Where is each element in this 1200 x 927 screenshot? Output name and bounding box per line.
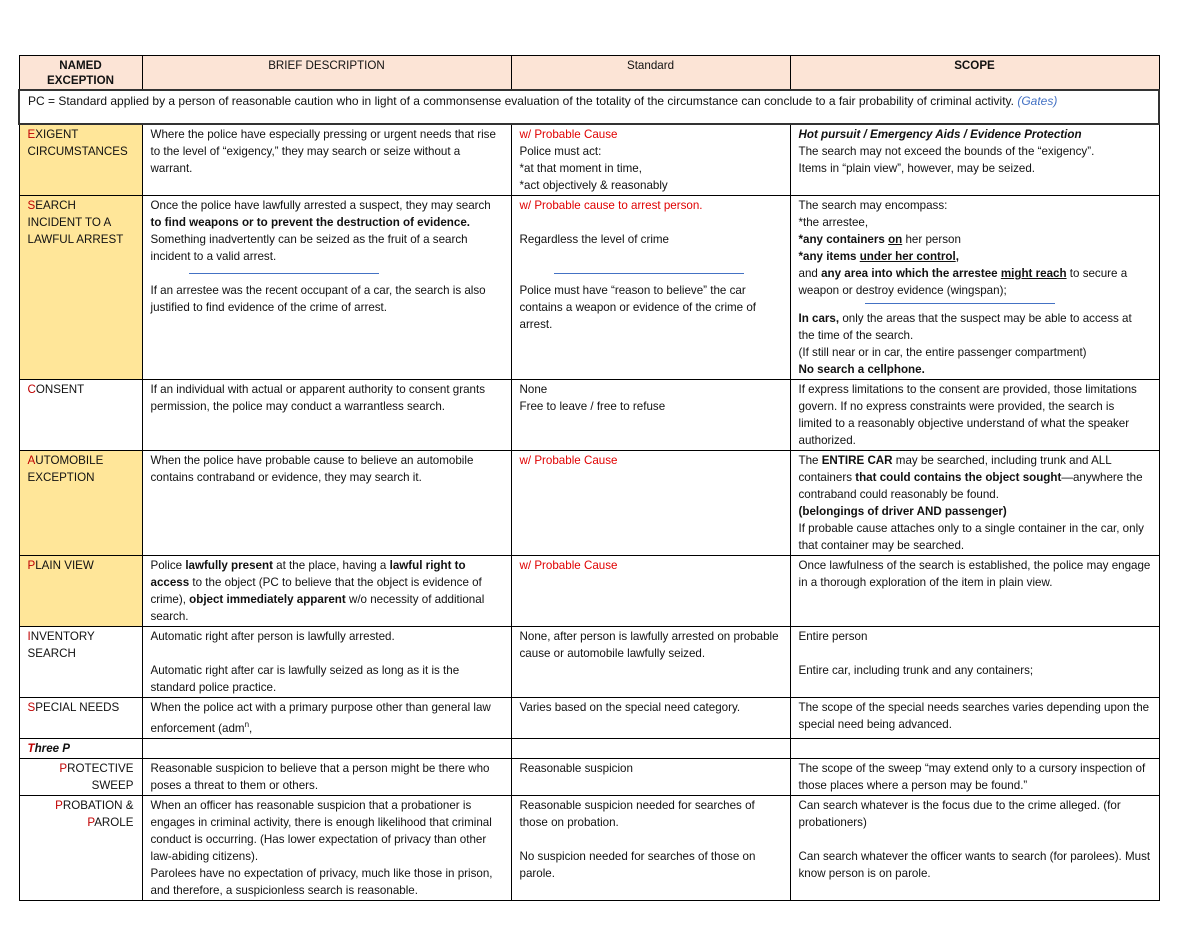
description-inventory — [142, 627, 511, 698]
standard-line: Regardless the level of crime — [519, 233, 669, 246]
desc-text: at the place, having a — [272, 559, 390, 572]
exception-name-sita — [19, 196, 142, 380]
standard-exigent — [511, 124, 790, 196]
scope-line: The search may not exceed the bounds of the “exigency”. — [798, 145, 1095, 158]
table-row — [19, 698, 1159, 739]
standard-red-text: w/ Probable Cause — [519, 559, 618, 572]
desc-text: When the police act with a primary purpose other than general law enforcement (adm — [150, 701, 491, 735]
table-row — [19, 124, 1159, 196]
exception-name-rest: EARCH INCIDENT TO A LAWFUL ARREST — [27, 199, 124, 246]
first-letter: I — [27, 630, 31, 643]
exception-name-three-p — [19, 738, 142, 758]
standard-line: None — [519, 383, 548, 396]
scope-probation-parole — [790, 795, 1159, 900]
first-letter: T — [27, 741, 35, 755]
scope-line — [799, 265, 1151, 299]
scope-text: —anywhere the contraband could reasonably be found. — [798, 471, 1143, 501]
scope-special-needs: The scope of the special needs searches varies depending upon the special need being advanced. — [790, 698, 1159, 739]
scope-line: The search may encompass: — [798, 199, 948, 212]
scope-line: Can search whatever is the focus due to the crime alleged. (for probationers) — [798, 798, 1121, 829]
scope-line — [799, 231, 1151, 248]
scope-bold: ENTIRE CAR — [821, 454, 893, 467]
scope-bold-underline: on — [888, 233, 903, 246]
exception-name-consent — [19, 380, 142, 451]
first-letter: P — [87, 815, 95, 829]
standard-line: Police must have “reason to believe” the car contains a weapon or evidence of the crime of arrest. — [519, 284, 757, 331]
description-exigent: Where the police have especially pressing or urgent needs that rise to the level of “exigency,” they may search or seize without a warrant. — [142, 124, 511, 196]
first-letter: P — [27, 559, 36, 572]
description-plain-view — [142, 556, 511, 627]
desc-bold: object immediately apparent — [189, 593, 346, 606]
scope-bold: any area into which the arrestee — [821, 267, 1001, 280]
empty-cell — [511, 738, 790, 758]
desc-text: If an arrestee was the recent occupant of a car, the search is also justified to find evidence of the crime of arrest. — [150, 284, 486, 314]
table-row — [19, 196, 1159, 380]
exception-name-exigent — [19, 124, 142, 196]
scope-text: The — [798, 454, 822, 467]
desc-bold: lawfully present — [185, 559, 273, 572]
scope-bold: *any containers — [798, 233, 889, 246]
scope-heading: Hot pursuit / Emergency Aids / Evidence Protection — [798, 128, 1082, 141]
scope-sita — [790, 196, 1159, 380]
standard-red-text: w/ Probable Cause — [519, 128, 618, 141]
standard-line: *at that moment in time, — [519, 162, 642, 175]
desc-text: Parolees have no expectation of privacy, much like those in prison, and therefore, a suspicionless search is reasonable. — [150, 866, 493, 897]
description-consent: If an individual with actual or apparent authority to consent grants permission, the police may conduct a warrantless search. — [142, 380, 511, 451]
scope-line — [799, 248, 1151, 265]
desc-text: When an officer has reasonable suspicion that a probationer is engages in criminal activity, there is enough likelihood that criminal conduct is occurring. (Has lower expectation of privacy than other law-abiding citizens). — [150, 798, 492, 863]
desc-text: Automatic right after car is lawfully seized as long as it is the standard police practice. — [150, 664, 460, 694]
desc-text: Once the police have lawfully arrested a suspect, they may search — [150, 199, 491, 212]
standard-red-text: w/ Probable cause to arrest person. — [519, 199, 703, 212]
standard-red-text: w/ Probable Cause — [519, 454, 618, 467]
standard-sita — [511, 196, 790, 380]
standard-consent — [511, 380, 790, 451]
scope-bold: In cars, — [798, 312, 840, 325]
table-row — [19, 451, 1159, 556]
standard-protective-sweep: Reasonable suspicion — [511, 758, 790, 795]
description-automobile: When the police have probable cause to believe an automobile contains contraband or evidence, they may search it. — [142, 451, 511, 556]
table-row — [19, 758, 1159, 795]
first-letter: P — [55, 798, 63, 812]
scope-line — [799, 310, 1151, 344]
exception-name-rest: ONSENT — [35, 383, 85, 396]
first-letter: A — [27, 454, 36, 467]
exception-name-rest: hree P — [34, 741, 71, 755]
standard-line: Free to leave / free to refuse — [519, 400, 666, 413]
desc-bold: to find weapons or to prevent the destruction of evidence. — [150, 216, 471, 229]
table-row — [19, 738, 1159, 758]
exception-name-rest: AROLE — [94, 815, 134, 829]
warrant-exceptions-table — [18, 55, 1160, 901]
exception-name-rest: ROBATION & — [62, 798, 134, 812]
scope-line: Entire person — [798, 630, 868, 643]
scope-line: If probable cause attaches only to a single container in the car, only that container may be searched. — [798, 522, 1144, 552]
scope-bold-underline: under her control — [859, 250, 956, 263]
first-letter: C — [27, 383, 36, 396]
header-scope: SCOPE — [790, 56, 1159, 91]
scope-text: her person — [902, 233, 961, 246]
scope-line: Items in “plain view”, however, may be seized. — [798, 162, 1035, 175]
scope-text: and — [798, 267, 822, 280]
desc-text: to the object (PC to believe that the object is evidence of crime), — [150, 576, 482, 606]
scope-text: only the areas that the suspect may be able to access at the time of the search. — [798, 312, 1132, 342]
spacer — [520, 831, 782, 848]
standard-special-needs: Varies based on the special need category. — [511, 698, 790, 739]
scope-bold: (belongings of driver AND passenger) — [798, 505, 1007, 518]
table-row — [19, 627, 1159, 698]
table-row — [19, 795, 1159, 900]
scope-line: Can search whatever the officer wants to search (for parolees). Must know person is on parole. — [798, 849, 1151, 880]
desc-text: , — [249, 721, 253, 735]
table-row — [19, 380, 1159, 451]
standard-line: Police must act: — [519, 145, 602, 158]
description-protective-sweep: Reasonable suspicion to believe that a person might be there who poses a threat to them or others. — [142, 758, 511, 795]
name-line — [28, 814, 134, 831]
scope-consent: If express limitations to the consent are provided, those limitations govern. If no express constraints were provided, the search is limited to a reasonably objective understand of what the speaker authorized. — [790, 380, 1159, 451]
description-special-needs — [142, 698, 511, 739]
desc-superscript: n — [244, 720, 250, 729]
scope-bold: , — [955, 250, 959, 263]
standard-line: No suspicion needed for searches of those on parole. — [519, 849, 756, 880]
name-line — [28, 797, 134, 814]
divider — [865, 303, 1055, 304]
scope-protective-sweep: The scope of the sweep “may extend only to a cursory inspection of those places where a person may be found.” — [790, 758, 1159, 795]
exception-name-rest: UTOMOBILE EXCEPTION — [27, 454, 104, 484]
scope-automobile — [790, 451, 1159, 556]
desc-bold: lawful right to access — [150, 559, 466, 589]
spacer — [520, 214, 782, 231]
pc-definition-row — [19, 90, 1159, 124]
empty-cell — [790, 738, 1159, 758]
scope-bold: *any items — [798, 250, 860, 263]
exception-name-inventory — [19, 627, 142, 698]
exception-name-automobile — [19, 451, 142, 556]
scope-bold-underline: might reach — [1000, 267, 1067, 280]
exception-name-rest: PECIAL NEEDS — [35, 701, 120, 714]
standard-line: *act objectively & reasonably — [519, 179, 668, 192]
exception-name-protective-sweep — [19, 758, 142, 795]
first-letter: E — [27, 128, 36, 141]
first-letter: P — [59, 761, 68, 775]
scope-exigent — [790, 124, 1159, 196]
scope-bold: No search a cellphone. — [798, 363, 925, 376]
header-brief-description: BRIEF DESCRIPTION — [142, 56, 511, 91]
desc-text: Something inadvertently can be seized as the fruit of a search incident to a valid arrest. — [150, 233, 468, 263]
exception-name-rest: XIGENT CIRCUMSTANCES — [27, 128, 128, 158]
pc-definition — [19, 90, 1159, 124]
header-standard: Standard — [511, 56, 790, 91]
pc-definition-text: PC = Standard applied by a person of reasonable caution who in light of a commonsense evaluation of the totality of the circumstance can conclude to a fair probability of criminal activity. — [28, 94, 1018, 108]
description-sita — [142, 196, 511, 380]
exception-name-special-needs — [19, 698, 142, 739]
standard-line: Reasonable suspicion needed for searches of those on probation. — [519, 798, 755, 829]
scope-inventory — [790, 627, 1159, 698]
exception-name-rest: LAIN VIEW — [35, 559, 94, 572]
desc-text: Automatic right after person is lawfully arrested. — [150, 630, 395, 643]
standard-probation-parole — [511, 795, 790, 900]
first-letter: S — [27, 199, 36, 212]
scope-line: (If still near or in car, the entire passenger compartment) — [798, 346, 1087, 359]
exception-name-rest: ROTECTIVE SWEEP — [67, 761, 134, 792]
exception-name-plain-view — [19, 556, 142, 627]
table-row — [19, 556, 1159, 627]
spacer — [799, 645, 1151, 662]
scope-text: may be searched, including trunk and ALL containers — [798, 454, 1112, 484]
scope-line: Entire car, including trunk and any containers; — [798, 664, 1034, 677]
exception-name-probation-parole — [19, 795, 142, 900]
spacer — [799, 831, 1151, 848]
scope-text: to secure a weapon or destroy evidence (wingspan); — [798, 267, 1128, 297]
scope-line: *the arrestee, — [798, 216, 869, 229]
exception-name-rest: NVENTORY SEARCH — [27, 630, 95, 660]
description-probation-parole — [142, 795, 511, 900]
divider — [189, 273, 379, 274]
empty-cell — [142, 738, 511, 758]
desc-text: w/o necessity of additional search. — [150, 593, 485, 623]
exceptions-table-page — [18, 55, 1160, 901]
standard-inventory: None, after person is lawfully arrested on probable cause or automobile lawfully seized. — [511, 627, 790, 698]
divider — [554, 273, 744, 274]
desc-text: Police — [150, 559, 186, 572]
scope-plain-view: Once lawfulness of the search is established, the police may engage in a thorough exploration of the item in plain view. — [790, 556, 1159, 627]
spacer — [520, 248, 782, 265]
standard-plain-view — [511, 556, 790, 627]
header-row — [19, 56, 1159, 91]
standard-automobile — [511, 451, 790, 556]
header-named-exception: NAMED EXCEPTION — [19, 56, 142, 91]
spacer — [151, 645, 503, 662]
first-letter: S — [27, 701, 36, 714]
scope-bold: that could contains the object sought — [855, 471, 1062, 484]
pc-citation: (Gates) — [1017, 94, 1058, 108]
